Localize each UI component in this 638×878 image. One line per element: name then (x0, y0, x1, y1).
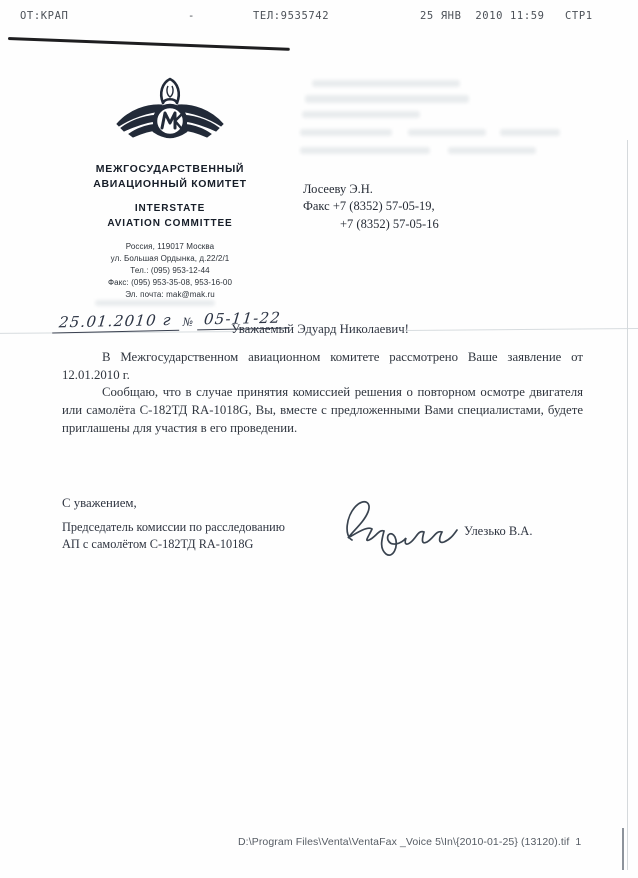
recipient-name: Лосееву Э.Н. (303, 182, 373, 196)
scan-right-edge-line (627, 140, 628, 870)
address-street: ул. Большая Ордынка, д.22/2/1 (110, 254, 230, 264)
bleed-through-smudge (408, 129, 486, 136)
fax-dash: - (188, 10, 195, 22)
signer-title-line1: Председатель комиссии по расследованию (62, 520, 285, 534)
fax-software-file-path: D:\Program Files\Venta\VentaFax _Voice 5\In\{2010-01-25} (13120).tif 1 (238, 836, 582, 848)
org-name-en (56, 201, 284, 231)
signer-title (62, 519, 312, 553)
fax-sender: ОТ:КРАП (20, 10, 69, 22)
org-address (56, 241, 284, 301)
recipient-block (303, 181, 523, 233)
scan-edge-artifact-line (8, 37, 290, 51)
number-sign: № (182, 315, 194, 330)
mak-emblem-icon (115, 76, 225, 158)
bleed-through-smudge (500, 129, 560, 136)
org-name-en-line2: AVIATION COMMITTEE (107, 218, 233, 230)
org-name-en-line1: INTERSTATE (134, 203, 206, 215)
bleed-through-smudge (312, 80, 460, 87)
handwritten-date: 25.01.2010 г (52, 310, 179, 334)
signer-title-line2: АП с самолётом С-182ТД RA-1018G (62, 536, 254, 551)
body-paragraph-2: Сообщаю, что в случае принятия комиссией решения о повторном осмотре двигателя или самолёта С-182ТД RA-1018G, Вы, вместе с предложенными Вами специалистами, будете приглашены для участия в его проведении. (62, 385, 583, 435)
salutation: Уважаемый Эдуард Николаевич! (231, 322, 409, 336)
address-country-city: Россия, 119017 Москва (125, 242, 215, 252)
letter-body (62, 349, 583, 437)
recipient-fax-1: Факс +7 (8352) 57-05-19, (303, 199, 435, 214)
handwritten-ref-number: 05-11-22 (197, 308, 288, 331)
bleed-through-smudge (448, 147, 536, 154)
handwritten-signature (338, 492, 463, 562)
scan-right-edge-dark-segment (622, 828, 624, 870)
signer-name: Улезько В.А. (464, 524, 533, 538)
fax-transmission-header (0, 10, 638, 26)
fax-tel-number: ТЕЛ:9535742 (253, 10, 330, 22)
letterhead (56, 76, 284, 331)
recipient-fax-2: +7 (8352) 57-05-16 (340, 216, 439, 231)
bleed-through-smudge (302, 111, 420, 118)
body-paragraph-1: В Межгосударственном авиационном комитете рассмотрено Ваше заявление от 12.01.2010 г. (62, 350, 583, 382)
bleed-through-smudge (300, 147, 430, 154)
address-fax: Факс: (095) 953-35-08, 953-16-00 (107, 278, 233, 288)
org-name-ru (56, 162, 284, 192)
bleed-through-smudge (300, 129, 392, 136)
address-email: Эл. почта: mak@mak.ru (125, 290, 215, 300)
org-name-ru-line1: МЕЖГОСУДАРСТВЕННЫЙ (95, 163, 245, 175)
address-phone: Тел.: (095) 953-12-44 (130, 266, 210, 276)
bleed-through-smudge (305, 95, 469, 103)
org-name-ru-line2: АВИАЦИОННЫЙ КОМИТЕТ (93, 178, 247, 191)
closing-regards: С уважением, (62, 496, 137, 510)
fax-datetime: 25 ЯНВ 2010 11:59 (420, 10, 545, 22)
fax-page-number: СТР1 (565, 10, 593, 22)
